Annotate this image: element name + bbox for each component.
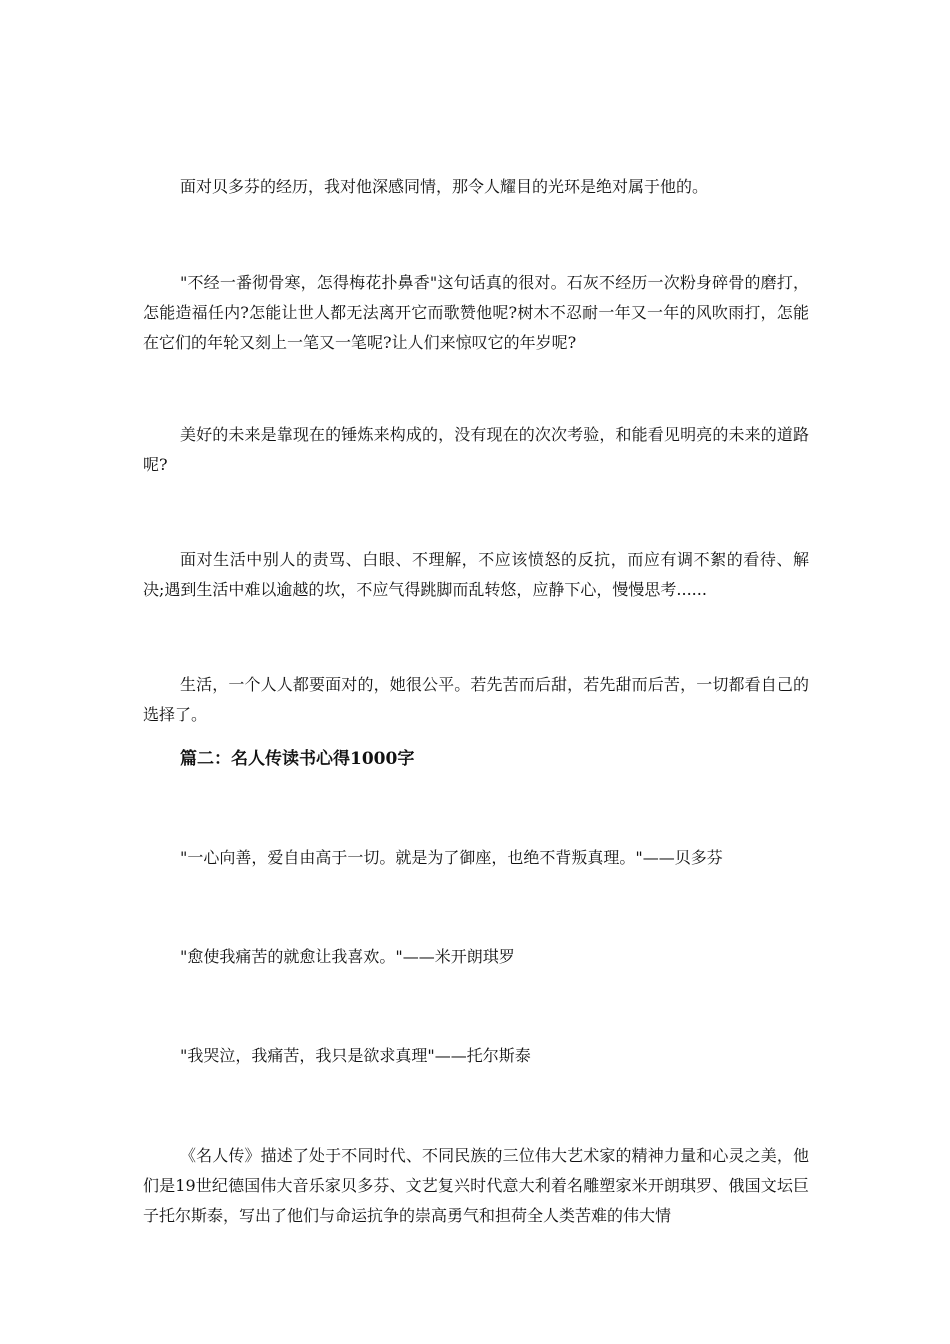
paragraph-beethoven-sympathy: 面对贝多芬的经历，我对他深感同情，那令人耀目的光环是绝对属于他的。 [180,177,709,196]
paragraph-facing-life: 面对生活中别人的责骂、白眼、不理解，不应该愤怒的反抗，而应有调不絮的看待、解决;遇到生活中难以逾越的坎，不应气得跳脚而乱转悠，应静下心，慢慢思考...... [143,550,809,599]
quote-tolstoy: "我哭泣，我痛苦，我只是欲求真理"——托尔斯泰 [180,1046,531,1065]
paragraph-bright-future: 美好的未来是靠现在的锤炼来构成的，没有现在的次次考验，和能看见明亮的未来的道路呢? [143,425,809,474]
section-heading: 篇二：名人传读书心得1000字 [180,749,415,769]
quote-michelangelo: "愈使我痛苦的就愈让我喜欢。"——米开朗琪罗 [180,947,515,966]
paragraph-plum-blossom: "不经一番彻骨寒，怎得梅花扑鼻香"这句话真的很对。石灰不经历一次粉身碎骨的磨打，怎能造福任内?怎能让世人都无法离开它而歌赞他呢?树木不忍耐一年又一年的风吹雨打，怎能在它们的年轮又刻上一笔又一笔呢?让人们来惊叹它的年岁呢? [143,273,809,352]
paragraph-book-description: 《名人传》描述了处于不同时代、不同民族的三位伟大艺术家的精神力量和心灵之美，他们是19世纪德国伟大音乐家贝多芬、文艺复兴时代意大利着名雕塑家米开朗琪罗、俄国文坛巨子托尔斯泰，写出了他们与命运抗争的崇高勇气和担荷全人类苦难的伟大情 [143,1146,809,1225]
paragraph-life-fair: 生活，一个人人都要面对的，她很公平。若先苦而后甜，若先甜而后苦，一切都看自己的选择了。 [143,675,809,724]
quote-beethoven: "一心向善，爱自由高于一切。就是为了御座，也绝不背叛真理。"——贝多芬 [180,848,723,867]
